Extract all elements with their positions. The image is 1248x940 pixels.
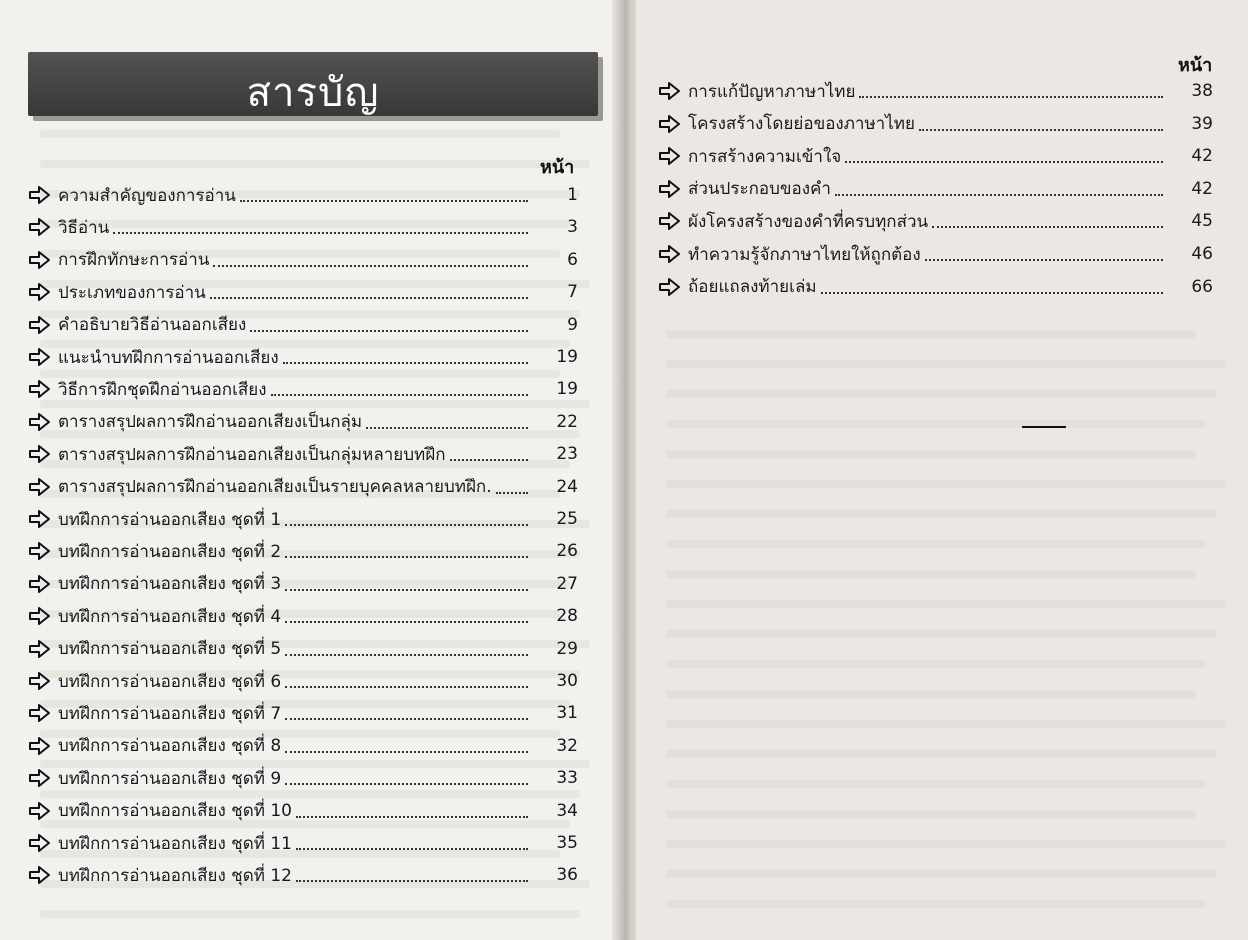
- toc-entry-title: บทฝึกการอ่านออกเสียง ชุดที่ 11: [58, 833, 292, 854]
- toc-entry-title: ส่วนประกอบของคำ: [688, 179, 831, 200]
- toc-entry-page: 28: [556, 606, 578, 627]
- toc-entry-page: 24: [556, 476, 578, 497]
- toc-entry: [28, 696, 578, 730]
- dot-leader: [296, 833, 528, 853]
- toc-entry: [28, 567, 578, 601]
- arrow-icon: [28, 250, 52, 270]
- toc-entry: [28, 372, 578, 406]
- toc-entry-title: บทฝึกการอ่านออกเสียง ชุดที่ 2: [58, 541, 282, 562]
- toc-entry-title: คำอธิบายวิธีอ่านออกเสียง: [58, 315, 247, 336]
- toc-entry-page: 45: [1191, 211, 1213, 232]
- toc-entry-title: บทฝึกการอ่านออกเสียง ชุดที่ 1: [58, 509, 282, 530]
- arrow-icon: [28, 477, 52, 497]
- toc-entry-title: วิธีการฝึกชุดฝึกอ่านออกเสียง: [58, 379, 267, 400]
- toc-entry: [658, 204, 1213, 238]
- divider: [1022, 426, 1066, 428]
- title-banner: [28, 52, 598, 116]
- arrow-icon: [658, 211, 682, 231]
- toc-entry: [28, 664, 578, 698]
- toc-entry: [658, 107, 1213, 141]
- dot-leader: [821, 277, 1163, 297]
- arrow-icon: [28, 541, 52, 561]
- arrow-icon: [658, 179, 682, 199]
- toc-entry: [28, 858, 578, 892]
- dot-leader: [845, 146, 1163, 166]
- toc-entry-page: 32: [556, 735, 578, 756]
- toc-entry-page: 3: [567, 217, 578, 238]
- arrow-icon: [28, 574, 52, 594]
- toc-entry-title: ทำความรู้จักภาษาไทยให้ถูกต้อง: [688, 244, 921, 265]
- arrow-icon: [28, 217, 52, 237]
- toc-entry-page: 38: [1191, 81, 1213, 101]
- right-page: [636, 0, 1248, 940]
- dot-leader: [925, 244, 1163, 264]
- arrow-icon: [28, 639, 52, 659]
- toc-entry-title: บทฝึกการอ่านออกเสียง ชุดที่ 12: [58, 865, 292, 886]
- toc-entry-title: บทฝึกการอ่านออกเสียง ชุดที่ 8: [58, 736, 282, 757]
- arrow-icon: [28, 444, 52, 464]
- dot-leader: [271, 379, 528, 399]
- toc-entry-page: 34: [556, 800, 578, 821]
- arrow-icon: [28, 703, 52, 723]
- toc-entry-title: บทฝึกการอ่านออกเสียง ชุดที่ 3: [58, 574, 282, 595]
- toc-entry: [28, 210, 578, 244]
- toc-entry-page: 39: [1191, 113, 1213, 134]
- arrow-icon: [28, 833, 52, 853]
- dot-leader: [919, 114, 1163, 134]
- dot-leader: [210, 282, 528, 302]
- toc-entry-page: 9: [567, 314, 578, 335]
- dot-leader: [285, 671, 528, 691]
- arrow-icon: [658, 114, 682, 134]
- toc-entry: [28, 437, 578, 471]
- toc-entry-page: 19: [556, 379, 578, 400]
- arrow-icon: [28, 347, 52, 367]
- toc-entry-title: ตารางสรุปผลการฝึกอ่านออกเสียงเป็นกลุ่มหลายบทฝึก: [58, 444, 446, 465]
- toc-entry-title: วิธีอ่าน: [58, 217, 110, 238]
- toc-entry-title: แนะนำบทฝึกการอ่านออกเสียง: [58, 347, 279, 368]
- toc-entry: [28, 502, 578, 536]
- dot-leader: [285, 509, 528, 529]
- toc-entry: [658, 237, 1213, 271]
- toc-entry-title: ถ้อยแถลงท้ายเล่ม: [688, 277, 817, 298]
- toc-entry: [28, 340, 578, 374]
- toc-entry: [658, 270, 1213, 304]
- dot-leader: [113, 217, 528, 237]
- dot-leader: [285, 703, 528, 723]
- toc-entry-page: 6: [567, 249, 578, 270]
- toc-entry-title: โครงสร้างโดยย่อของภาษาไทย: [688, 114, 915, 135]
- toc-entry-page: 31: [556, 703, 578, 724]
- toc-entry-page: 66: [1191, 276, 1213, 297]
- toc-entry-title: ผังโครงสร้างของคำที่ครบทุกส่วน: [688, 211, 929, 232]
- toc-entry-page: 27: [556, 573, 578, 594]
- dot-leader: [859, 81, 1163, 101]
- dot-leader: [496, 477, 528, 497]
- toc-entry-page: 35: [556, 833, 578, 853]
- arrow-icon: [658, 146, 682, 166]
- arrow-icon: [658, 81, 682, 101]
- toc-entry: [28, 243, 578, 277]
- toc-entry: [28, 178, 578, 212]
- page-column-label: หน้า: [540, 157, 575, 178]
- toc-entry-title: การฝึกทักษะการอ่าน: [58, 250, 210, 271]
- toc-entry-page: 29: [556, 638, 578, 659]
- dot-leader: [366, 412, 528, 432]
- toc-entry: [28, 761, 578, 795]
- toc-entry: [28, 632, 578, 666]
- toc-entry-page: 36: [556, 865, 578, 886]
- toc-entry-title: ประเภทของการอ่าน: [58, 282, 206, 303]
- page-column-label-right: หน้า: [1178, 55, 1213, 76]
- arrow-icon: [28, 865, 52, 885]
- arrow-icon: [28, 801, 52, 821]
- toc-entry: [28, 599, 578, 633]
- left-page: [0, 0, 618, 940]
- toc-entry-page: 22: [556, 411, 578, 432]
- toc-entry-page: 7: [567, 282, 578, 303]
- dot-leader: [285, 736, 528, 756]
- arrow-icon: [28, 379, 52, 399]
- toc-entry: [28, 275, 578, 309]
- dot-leader: [285, 574, 528, 594]
- toc-entry-title: บทฝึกการอ่านออกเสียง ชุดที่ 7: [58, 703, 282, 724]
- toc-entry-title: การสร้างความเข้าใจ: [688, 146, 842, 167]
- toc-entry: [658, 74, 1213, 108]
- dot-leader: [285, 768, 528, 788]
- toc-entry-page: 42: [1191, 146, 1213, 167]
- toc-entry-page: 23: [556, 444, 578, 465]
- dot-leader: [450, 444, 528, 464]
- toc-entry-page: 26: [556, 541, 578, 562]
- toc-entry-title: ตารางสรุปผลการฝึกอ่านออกเสียงเป็นรายบุคคลหลายบทฝึก.: [58, 477, 492, 498]
- dot-leader: [213, 250, 528, 270]
- toc-entry-title: บทฝึกการอ่านออกเสียง ชุดที่ 9: [58, 768, 282, 789]
- toc-entry: [28, 794, 578, 828]
- arrow-icon: [28, 768, 52, 788]
- toc-entry-title: ความสำคัญของการอ่าน: [58, 185, 236, 206]
- dot-leader: [296, 865, 528, 885]
- toc-entry-page: 42: [1191, 178, 1213, 199]
- dot-leader: [250, 315, 528, 335]
- arrow-icon: [658, 244, 682, 264]
- toc-entry: [28, 826, 578, 860]
- dot-leader: [285, 639, 528, 659]
- toc-entry: [28, 534, 578, 568]
- toc-entry-page: 19: [556, 347, 578, 367]
- dot-leader: [296, 801, 528, 821]
- toc-entry-page: 1: [567, 185, 578, 205]
- dot-leader: [932, 211, 1163, 231]
- dot-leader: [240, 185, 528, 205]
- arrow-icon: [28, 509, 52, 529]
- dot-leader: [285, 541, 528, 561]
- arrow-icon: [28, 412, 52, 432]
- arrow-icon: [28, 185, 52, 205]
- toc-entry: [658, 139, 1213, 173]
- arrow-icon: [28, 282, 52, 302]
- toc-entry-page: 33: [556, 768, 578, 789]
- toc-entry-page: 46: [1191, 244, 1213, 264]
- toc-entry-title: ตารางสรุปผลการฝึกอ่านออกเสียงเป็นกลุ่ม: [58, 412, 363, 433]
- toc-entry-title: การแก้ปัญหาภาษาไทย: [688, 81, 856, 102]
- arrow-icon: [28, 671, 52, 691]
- toc-entry-title: บทฝึกการอ่านออกเสียง ชุดที่ 4: [58, 606, 282, 627]
- toc-entry: [28, 308, 578, 342]
- toc-entry: [658, 172, 1213, 206]
- arrow-icon: [28, 606, 52, 626]
- arrow-icon: [28, 736, 52, 756]
- toc-entry: [28, 729, 578, 763]
- dot-leader: [835, 179, 1163, 199]
- toc-entry: [28, 470, 578, 504]
- dot-leader: [283, 347, 528, 367]
- dot-leader: [285, 606, 528, 626]
- toc-entry-title: บทฝึกการอ่านออกเสียง ชุดที่ 5: [58, 639, 282, 660]
- toc-entry-page: 25: [556, 509, 578, 529]
- toc-entry: [28, 405, 578, 439]
- toc-entry-title: บทฝึกการอ่านออกเสียง ชุดที่ 10: [58, 801, 292, 822]
- page-title: สารบัญ: [246, 70, 380, 116]
- toc-entry-page: 30: [556, 671, 578, 691]
- toc-entry-title: บทฝึกการอ่านออกเสียง ชุดที่ 6: [58, 671, 282, 692]
- arrow-icon: [28, 315, 52, 335]
- arrow-icon: [658, 277, 682, 297]
